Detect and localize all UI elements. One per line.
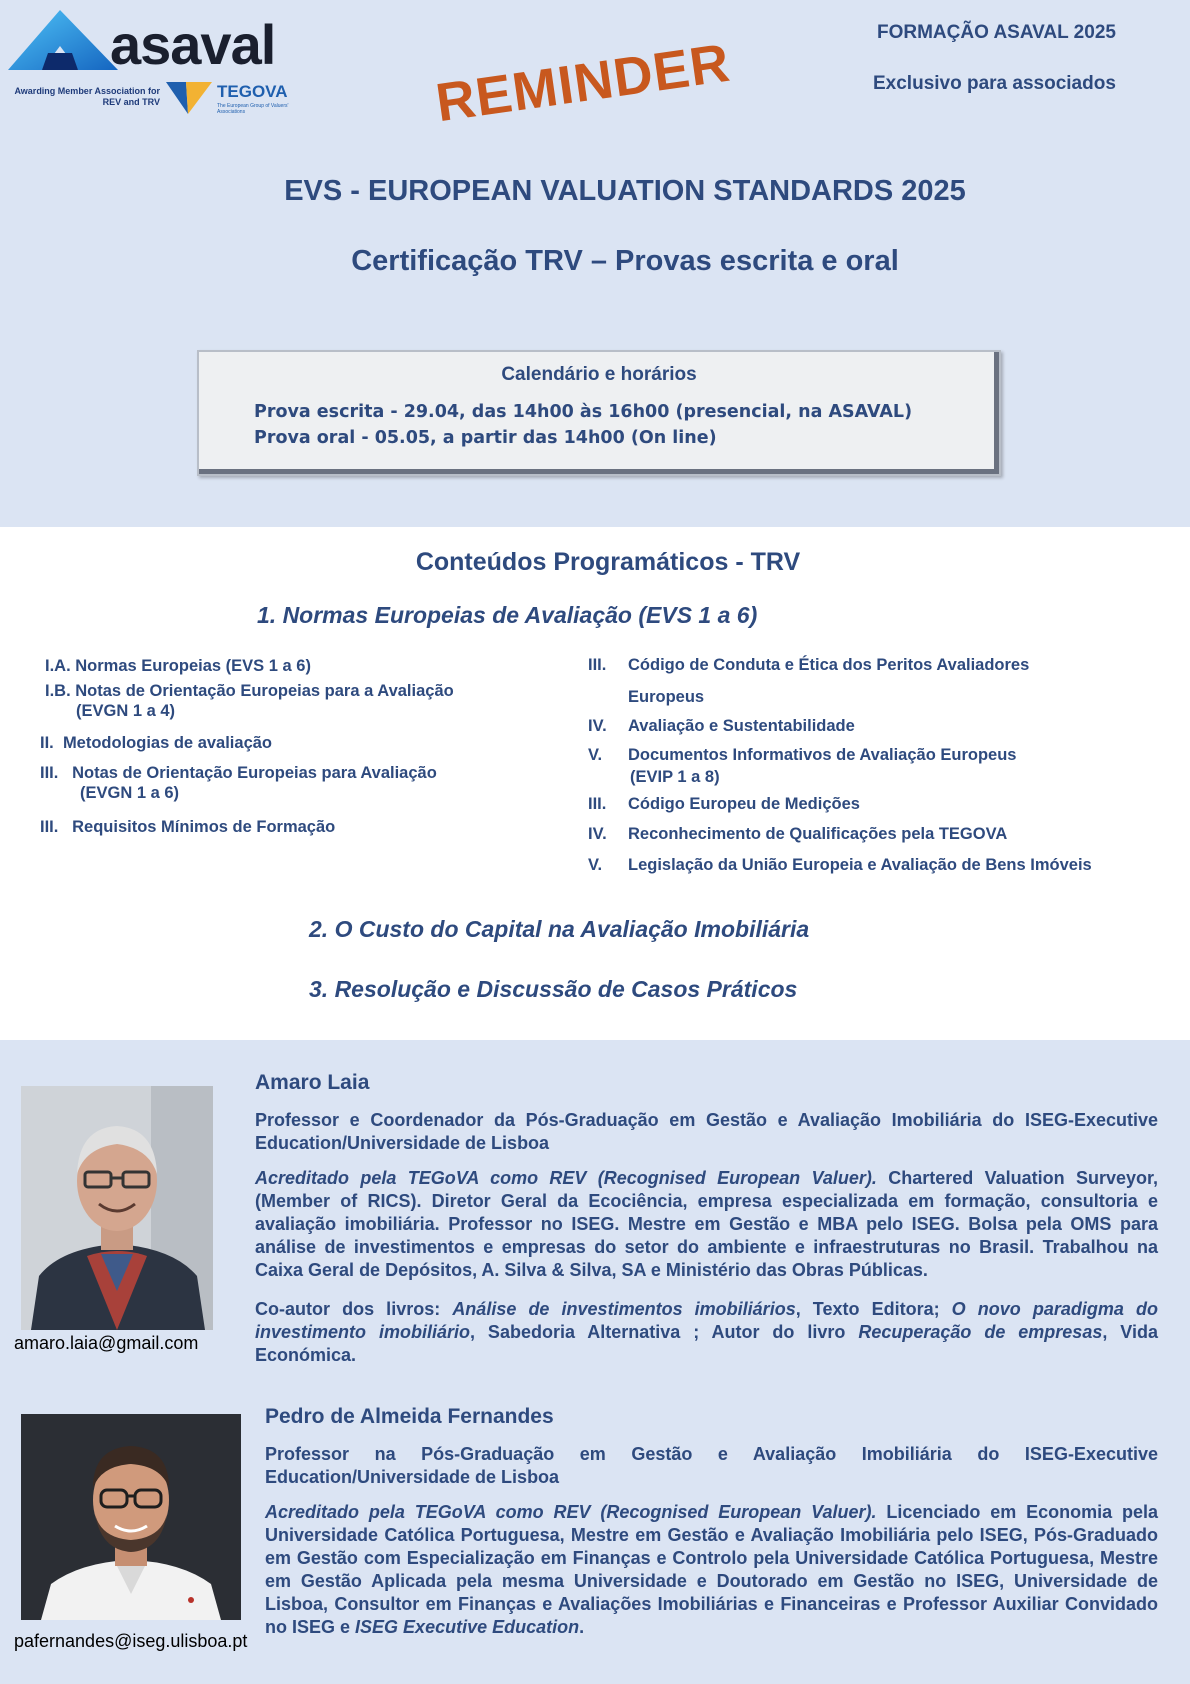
list-item-text: Notas de Orientação Europeias para a Avaliação bbox=[75, 682, 454, 700]
list-item-number: III. bbox=[40, 818, 59, 836]
list-item bbox=[588, 795, 860, 814]
trainer-bio-text: Licenciado em Economia pela Universidade Católica Portuguesa, Mestre em Gestão e Avaliação Imobiliária pelo ISEG, Pós-Graduado em Gestão com Especialização em Finanças e Controlo pela Universidade Católica Portuguesa, Mestre em Gestão Aplicada pela mesma Universidade e Doutorado em Gestão no ISEG, Universidade de Lisboa, Consultor em Finanças e Avaliações Imobiliárias e Financeiras e Professor Auxiliar Convidado no ISEG e bbox=[265, 1502, 1158, 1637]
books-intro: Co-autor dos livros: bbox=[255, 1299, 453, 1319]
asaval-logo bbox=[8, 8, 308, 118]
list-item bbox=[588, 856, 1092, 875]
list-item bbox=[588, 656, 1030, 675]
person-photo-icon bbox=[21, 1414, 241, 1620]
list-item-number: IV. bbox=[588, 717, 607, 735]
list-item bbox=[45, 657, 311, 676]
book-publisher: , Vida Económica. bbox=[255, 1322, 1158, 1365]
trainer-bio-end: . bbox=[579, 1617, 585, 1637]
list-item-text: Código Europeu de Medições bbox=[628, 795, 860, 813]
program-section-2: 2. O Custo do Capital na Avaliação Imobiliária bbox=[309, 916, 810, 942]
reminder-stamp: REMINDER bbox=[432, 32, 734, 134]
book-title: O novo paradigma do investimento imobiliário bbox=[255, 1299, 1158, 1342]
book-title: Recuperação de empresas bbox=[858, 1322, 1103, 1342]
list-item-text: Notas de Orientação Europeias para Avaliação bbox=[72, 764, 437, 782]
list-item-text: Normas Europeias (EVS 1 a 6) bbox=[75, 657, 311, 675]
person-photo-icon bbox=[21, 1086, 213, 1330]
trainer-bio bbox=[265, 1501, 1158, 1639]
header-course-label: FORMAÇÃO ASAVAL 2025 bbox=[877, 22, 1116, 43]
book-publisher: , Texto Editora; bbox=[795, 1299, 952, 1319]
trainer-photo-pedro bbox=[21, 1414, 241, 1620]
list-item bbox=[76, 702, 175, 721]
tegova-logo-icon bbox=[166, 82, 212, 114]
list-item-text: Europeus bbox=[628, 688, 705, 706]
list-item-text: (EVIP 1 a 8) bbox=[630, 768, 720, 786]
list-item bbox=[630, 768, 720, 787]
list-item-number: III. bbox=[588, 795, 607, 813]
list-item-number: III. bbox=[40, 764, 59, 782]
list-item-number: IV. bbox=[588, 825, 607, 843]
trainer-name: Amaro Laia bbox=[255, 1071, 370, 1094]
calendar-box bbox=[197, 350, 1001, 476]
page-title: EVS - EUROPEAN VALUATION STANDARDS 2025 bbox=[284, 175, 966, 207]
page-subtitle: Certificação TRV – Provas escrita e oral bbox=[351, 245, 899, 277]
book-publisher: , Sabedoria Alternativa ; Autor do livro bbox=[469, 1322, 859, 1342]
calendar-title: Calendário e horários bbox=[501, 364, 697, 385]
list-item-number: V. bbox=[588, 746, 603, 764]
list-item bbox=[588, 825, 1008, 844]
trainer-role: Professor na Pós-Graduação em Gestão e Avaliação Imobiliária do ISEG-Executive Education/Universidade de Lisboa bbox=[265, 1444, 1158, 1487]
list-item-number: I.A. bbox=[45, 657, 71, 675]
list-item-text: Documentos Informativos de Avaliação Europeus bbox=[628, 746, 1017, 764]
list-item-text: Metodologias de avaliação bbox=[62, 734, 272, 752]
calendar-written-exam: Prova escrita - 29.04, das 14h00 às 16h00 (presencial, na ASAVAL) bbox=[254, 402, 913, 422]
trainer-bio bbox=[255, 1167, 1158, 1282]
header-members-only: Exclusivo para associados bbox=[873, 73, 1116, 94]
list-item-text: (EVGN 1 a 6) bbox=[80, 784, 180, 802]
list-item bbox=[588, 717, 855, 736]
trainer-accreditation: Acreditado pela TEGoVA como REV (Recognised European Valuer). bbox=[265, 1502, 877, 1522]
asaval-logo-icon bbox=[8, 8, 118, 73]
list-item bbox=[588, 746, 1017, 765]
trainer-name: Pedro de Almeida Fernandes bbox=[265, 1405, 554, 1428]
tegova-wordmark: TEGOVA bbox=[217, 82, 288, 101]
trainer-accreditation: Acreditado pela TEGoVA como REV (Recognised European Valuer). bbox=[255, 1168, 877, 1188]
trainer-email[interactable]: amaro.laia@gmail.com bbox=[14, 1333, 199, 1353]
trainer-bio-italic: ISEG Executive Education bbox=[355, 1617, 580, 1637]
list-item-text: Requisitos Mínimos de Formação bbox=[72, 818, 336, 836]
list-item-text: Reconhecimento de Qualificações pela TEGOVA bbox=[628, 825, 1008, 843]
list-item-number: V. bbox=[588, 856, 603, 874]
list-item-number: III. bbox=[588, 656, 607, 674]
list-item-text: (EVGN 1 a 4) bbox=[76, 702, 176, 720]
list-item-number: II. bbox=[40, 734, 54, 752]
trainer-photo-amaro bbox=[21, 1086, 213, 1330]
program-section-1: 1. Normas Europeias de Avaliação (EVS 1 a 6) bbox=[257, 602, 758, 628]
list-item bbox=[80, 784, 179, 803]
list-item-text: Código de Conduta e Ética dos Peritos Avaliadores bbox=[628, 656, 1030, 674]
list-item bbox=[40, 818, 335, 837]
list-item bbox=[40, 734, 272, 753]
trainer-bio-text: Chartered Valuation Surveyor, (Member of RICS). Diretor Geral da Ecociência, empresa especializada em formação, consultoria e avaliação imobiliária. Professor no ISEG. Mestre em Gestão e MBA pelo ISEG. Bolsa pela OMS para análise de investimentos e empresas do setor do ambiente e infraestruturas no Brasil. Trabalhou na Caixa Geral de Depósitos, A. Silva & Silva, SA e Ministério das Obras Públicas. bbox=[255, 1168, 1158, 1280]
logo-wordmark: asaval bbox=[110, 13, 276, 76]
program-title: Conteúdos Programáticos - TRV bbox=[415, 548, 801, 576]
tegova-tagline: The European Group of Valuers' Associations bbox=[217, 103, 289, 115]
calendar-oral-exam: Prova oral - 05.05, a partir das 14h00 (On line) bbox=[254, 428, 717, 448]
logo-tagline: Awarding Member Association for REV and TRV bbox=[14, 86, 160, 107]
trainer-books bbox=[255, 1298, 1158, 1367]
list-item-text: Avaliação e Sustentabilidade bbox=[628, 717, 855, 735]
list-item bbox=[45, 682, 454, 701]
list-item-number: I.B. bbox=[45, 682, 71, 700]
book-title: Análise de investimentos imobiliários bbox=[452, 1299, 796, 1319]
list-item bbox=[628, 688, 704, 707]
list-item-text: Legislação da União Europeia e Avaliação de Bens Imóveis bbox=[628, 856, 1092, 874]
program-section-3: 3. Resolução e Discussão de Casos Práticos bbox=[309, 976, 798, 1002]
trainer-role: Professor e Coordenador da Pós-Graduação em Gestão e Avaliação Imobiliária do ISEG-Executive Education/Universidade de Lisboa bbox=[255, 1110, 1158, 1153]
trainer-email[interactable]: pafernandes@iseg.ulisboa.pt bbox=[14, 1631, 248, 1651]
list-item bbox=[40, 764, 437, 783]
